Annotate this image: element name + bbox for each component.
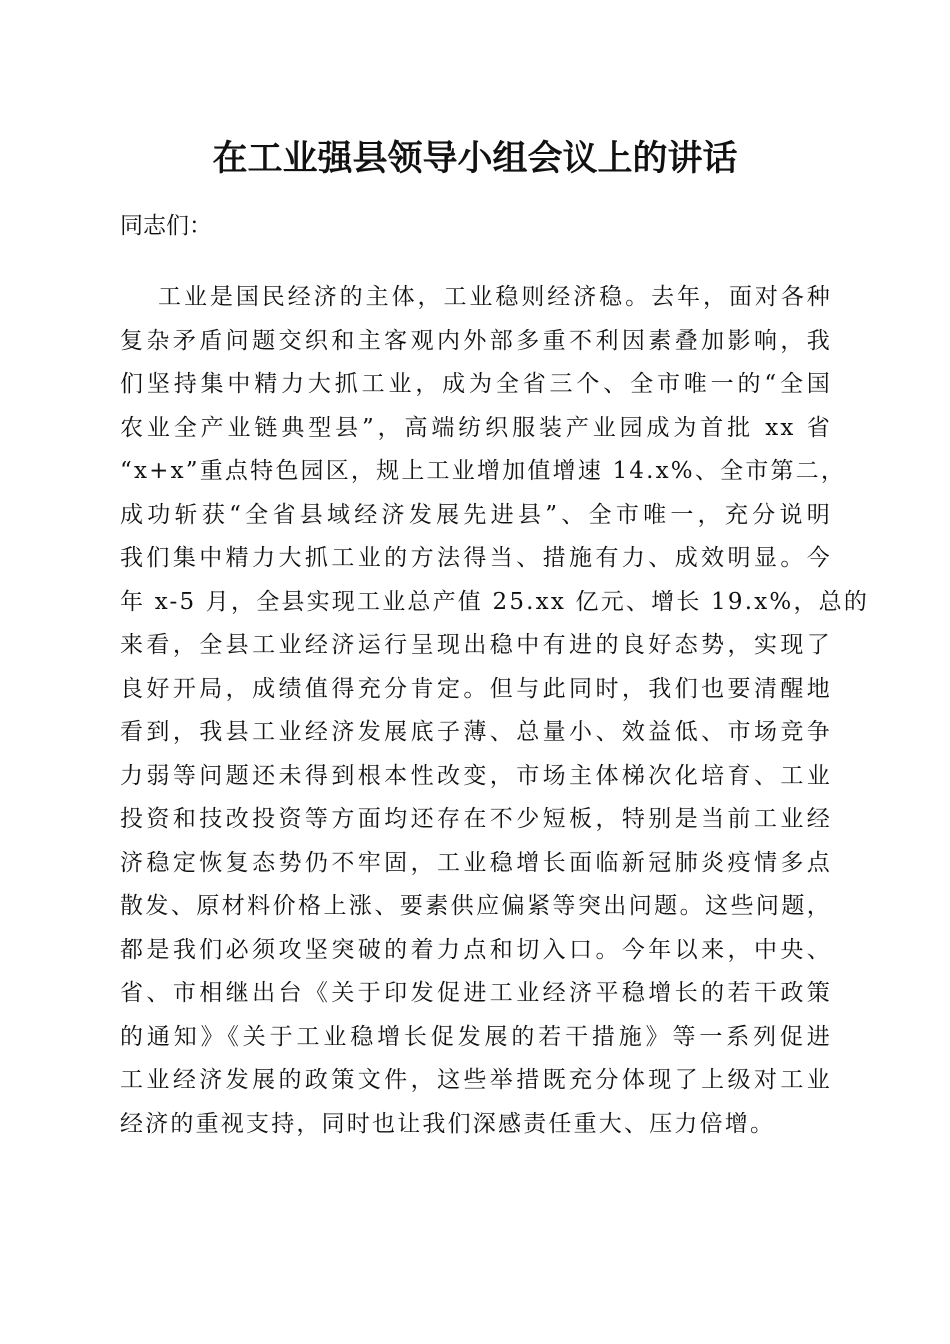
paragraph-line: 农业全产业链典型县”，高端纺织服装产业园成为首批 xx 省	[120, 414, 832, 441]
paragraph-line: 济稳定恢复态势仍不牢固，工业稳增长面临新冠肺炎疫情多点	[120, 849, 832, 876]
paragraph-line: 经济的重视支持，同时也让我们深感责任重大、压力倍增。	[120, 1110, 776, 1137]
paragraph-line: 来看，全县工业经济运行呈现出稳中有进的良好态势，实现了	[120, 632, 832, 658]
document-title: 在工业强县领导小组会议上的讲话	[212, 138, 738, 179]
body-paragraph	[120, 276, 870, 1146]
paragraph-line: 工业经济发展的政策文件，这些举措既充分体现了上级对工业	[120, 1067, 832, 1093]
paragraph-line: 力弱等问题还未得到根本性改变，市场主体梯次化培育、工业	[120, 762, 832, 789]
paragraph-line: 散发、原材料价格上涨、要素供应偏紧等突出问题。这些问题，	[120, 893, 832, 919]
paragraph-line: 都是我们必须攻坚突破的着力点和切入口。今年以来，中央、	[120, 936, 832, 963]
paragraph-line: 工业是国民经济的主体，工业稳则经济稳。去年，面对各种	[158, 284, 832, 310]
paragraph-line: “x+x”重点特色园区，规上工业增加值增速 14.x%、全市第二，	[120, 458, 847, 484]
paragraph-line: 复杂矛盾问题交织和主客观内外部多重不利因素叠加影响，我	[120, 327, 832, 354]
paragraph-line: 的通知》《关于工业稳增长促发展的若干措施》等一系列促进	[120, 1023, 832, 1050]
paragraph-line: 年 x-5 月，全县实现工业总产值 25.xx 亿元、增长 19.x%，总的	[120, 588, 870, 615]
paragraph-line: 成功斩获“全省县域经济发展先进县”、全市唯一，充分说明	[120, 501, 832, 528]
paragraph-line: 看到，我县工业经济发展底子薄、总量小、效益低、市场竞争	[120, 719, 832, 745]
paragraph-line: 投资和技改投资等方面均还存在不少短板，特别是当前工业经	[120, 806, 832, 832]
paragraph-line: 良好开局，成绩值得充分肯定。但与此同时，我们也要清醒地	[120, 675, 832, 702]
paragraph-line: 省、市相继出台《关于印发促进工业经济平稳增长的若干政策	[120, 980, 832, 1006]
salutation: 同志们：	[120, 213, 212, 239]
paragraph-line: 们坚持集中精力大抓工业，成为全省三个、全市唯一的“全国	[120, 371, 832, 397]
paragraph-line: 我们集中精力大抓工业的方法得当、措施有力、成效明显。今	[120, 545, 832, 571]
